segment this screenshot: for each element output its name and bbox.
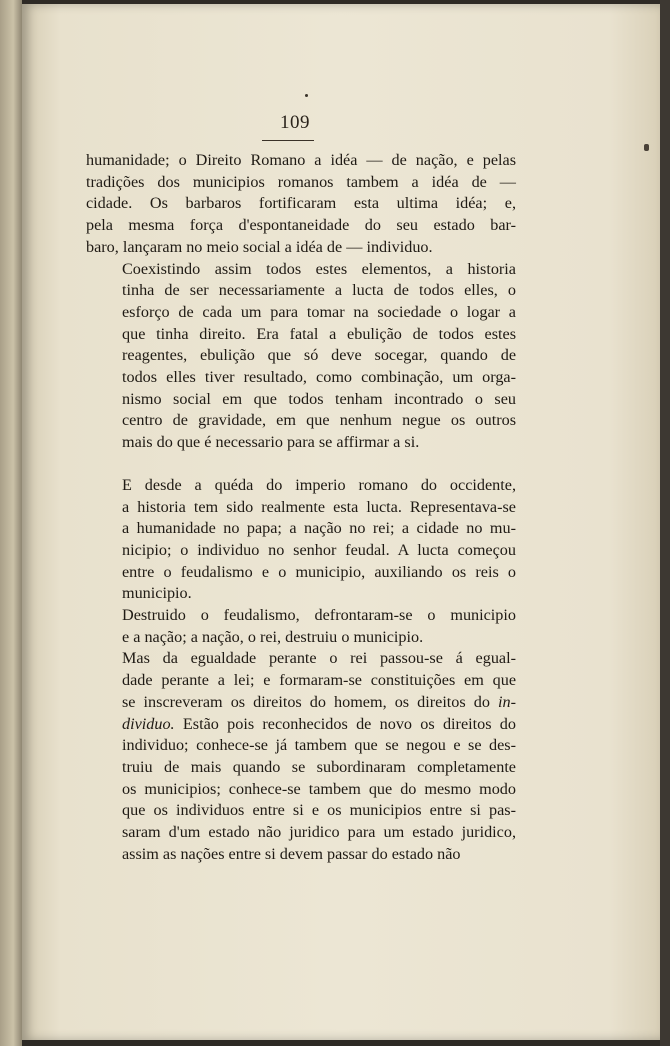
text-line: esforço de cada um para tomar na sociedade o logar a <box>122 302 516 321</box>
page-number-rule <box>262 140 314 141</box>
text-line: Coexistindo assim todos estes elementos, a historia <box>122 259 516 278</box>
text-line: assim as nações entre si devem passar do estado não <box>122 844 461 863</box>
right-scan-edge <box>660 0 670 1046</box>
text-line: baro, lançaram no meio social a idéa de — individuo. <box>86 237 433 256</box>
body-text <box>86 150 516 866</box>
text-line: saram d'um estado não juridico para um estado juridico, <box>122 823 516 842</box>
text-line: que os individuos entre si e os municipios entre si pas- <box>122 801 516 820</box>
paragraph-p1 <box>86 150 516 259</box>
paragraph-p4 <box>86 605 516 648</box>
text-line: truiu de mais quando se subordinaram completamente <box>122 757 516 776</box>
text-line: centro de gravidade, em que nenhum negue os outros <box>122 411 516 430</box>
text-line: cidade. Os barbaros fortificaram esta ultima idéa; e, <box>86 194 516 213</box>
book-page <box>22 4 660 1040</box>
paragraph-p3 <box>86 475 516 605</box>
text-line: nismo social em que todos tenham incontrado o seu <box>122 389 516 408</box>
text-line: nicipio; o individuo no senhor feudal. A lucta começou <box>122 540 516 559</box>
text-line: os municipios; conhece-se tambem que do mesmo modo <box>122 779 516 798</box>
text-line: que tinha direito. Era fatal a ebulição de todos estes <box>122 324 516 343</box>
left-page-edge <box>0 0 22 1046</box>
text-line: pela mesma força d'espontaneidade do seu estado bar- <box>86 216 516 235</box>
text-line: e a nação; a nação, o rei, destruiu o municipio. <box>122 627 424 646</box>
text-line: dividuo. Estão pois reconhecidos de novo os direitos do <box>122 714 516 733</box>
paragraph-p5 <box>86 648 516 865</box>
page-number: 109 <box>280 112 310 133</box>
text-line: dade perante a lei; e formaram-se constituições em que <box>122 671 516 690</box>
paragraph-p2 <box>86 259 516 454</box>
text-line: tinha de ser necessariamente a lucta de todos elles, o <box>122 281 516 300</box>
text-line: entre o feudalismo e o municipio, auxiliando os reis o <box>122 562 516 581</box>
text-line: mais do que é necessario para se affirmar a si. <box>122 433 420 452</box>
text-line: E desde a quéda do imperio romano do occidente, <box>122 475 516 494</box>
text-line: a humanidade no papa; a nação no rei; a cidade no mu- <box>122 519 516 538</box>
text-line: tradições dos municipios romanos tambem a idéa de — <box>86 172 516 191</box>
text-line: se inscreveram os direitos do homem, os direitos do in- <box>122 692 516 711</box>
text-line: municipio. <box>122 584 192 603</box>
text-line: humanidade; o Direito Romano a idéa — de nação, e pelas <box>86 151 516 169</box>
text-line: Destruido o feudalismo, defrontaram-se o municipio <box>122 606 516 625</box>
text-line: Mas da egualdade perante o rei passou-se á egual- <box>122 649 516 668</box>
text-line: a historia tem sido realmente esta lucta. Representava-se <box>122 497 516 516</box>
ink-speck <box>305 94 308 97</box>
text-line: reagentes, ebulição que só deve socegar, quando de <box>122 346 516 365</box>
text-line: todos elles tiver resultado, como combinação, um orga- <box>122 368 516 387</box>
ink-blot <box>644 144 649 151</box>
text-line: individuo; conhece-se já tambem que se negou e se des- <box>122 736 516 755</box>
